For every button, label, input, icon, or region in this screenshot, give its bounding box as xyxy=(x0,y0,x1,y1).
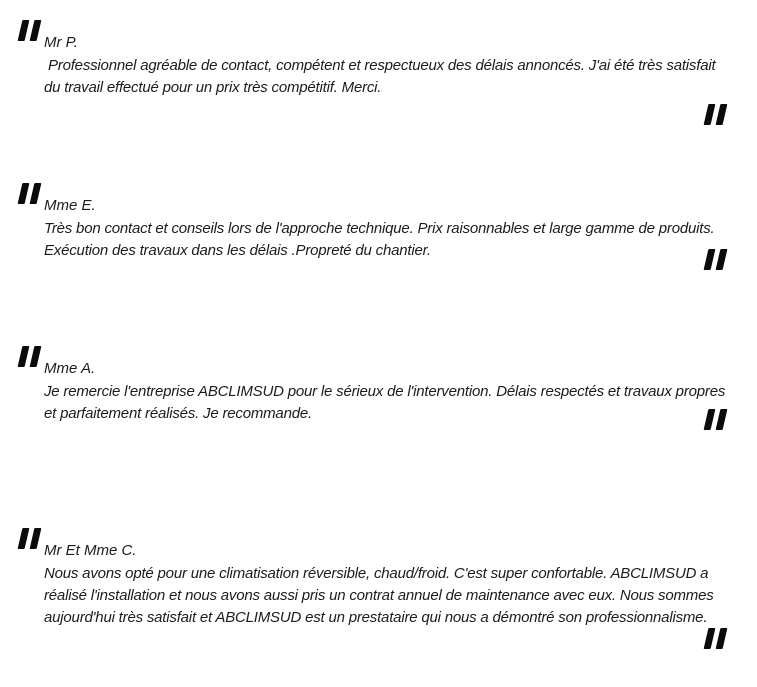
testimonial-text: Nous avons opté pour une climatisation réversible, chaud/froid. C'est super confortable. ABCLIMSUD a réalisé l'installation et nous avons aussi pris un contrat annuel de maintenance avec eux. Nous sommes aujourd'hui très satisfait et ABCLIMSUD est un prestataire qui nous a démontré son professionnalisme. xyxy=(44,565,718,626)
open-quote-icon xyxy=(20,20,39,41)
testimonial-text: Je remercie l'entreprise ABCLIMSUD pour le sérieux de l'intervention. Délais respectés et travaux propres et parfaitement réalisés. Je recommande. xyxy=(44,383,730,422)
testimonial-block-3 xyxy=(0,346,757,425)
testimonial-block-1 xyxy=(0,20,757,99)
testimonial-block-2 xyxy=(0,183,757,262)
close-quote-icon xyxy=(706,628,725,649)
testimonial-text: Professionnel agréable de contact, compétent et respectueux des délais annoncés. J'ai été très satisfait du travail effectué pour un prix très compétitif. Merci. xyxy=(44,57,720,96)
close-quote-icon xyxy=(706,249,725,270)
testimonial-author: Mr P. xyxy=(44,34,78,51)
open-quote-icon xyxy=(20,183,39,204)
testimonial-text: Très bon contact et conseils lors de l'approche technique. Prix raisonnables et large gamme de produits. Exécution des travaux dans les délais .Propreté du chantier. xyxy=(44,220,719,259)
testimonial-author: Mme E. xyxy=(44,197,96,214)
close-quote-icon xyxy=(706,409,725,430)
testimonial-block-4 xyxy=(0,528,757,629)
open-quote-icon xyxy=(20,528,39,549)
open-quote-icon xyxy=(20,346,39,367)
testimonial-author: Mr Et Mme C. xyxy=(44,542,137,559)
close-quote-icon xyxy=(706,104,725,125)
testimonial-author: Mme A. xyxy=(44,360,96,377)
